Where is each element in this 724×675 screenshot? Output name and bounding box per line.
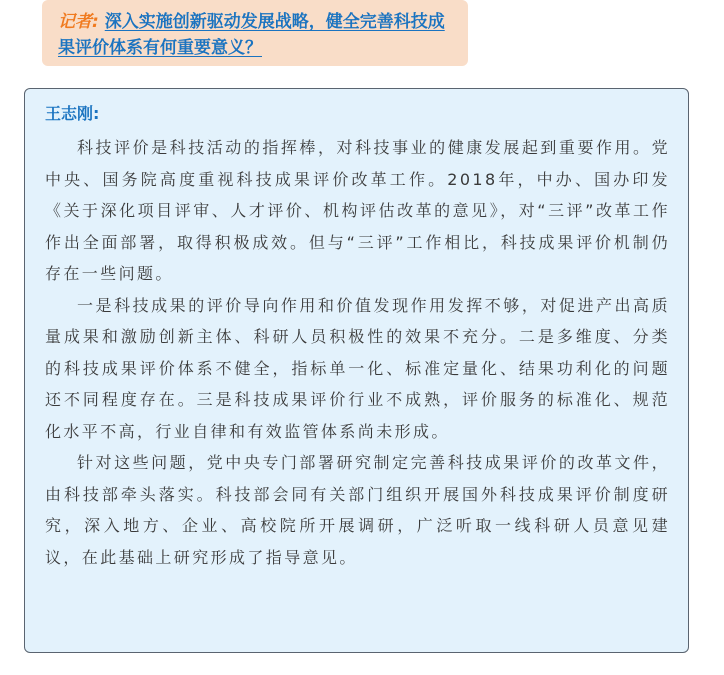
- answer-paragraph-1: 科技评价是科技活动的指挥棒，对科技事业的健康发展起到重要作用。党中央、国务院高度重视科技成果评价改革工作。2018年，中办、国办印发《关于深化项目评审、人才评价、机构评估改革的意见》，对“三评”改革工作作出全面部署，取得积极成效。但与“三评”工作相比，科技成果评价机制仍存在一些问题。: [45, 138, 670, 283]
- reporter-question-box: [42, 0, 468, 66]
- answer-paragraph-2: 一是科技成果的评价导向作用和价值发现作用发挥不够，对促进产出高质量成果和激励创新主体、科研人员积极性的效果不充分。二是多维度、分类的科技成果评价体系不健全，指标单一化、标准定量化、结果功利化的问题还不同程度存在。三是科技成果评价行业不成熟，评价服务的标准化、规范化水平不高，行业自律和有效监管体系尚未形成。: [45, 295, 670, 441]
- question-text: 深入实施创新驱动发展战略，健全完善科技成果评价体系有何重要意义？: [58, 12, 445, 58]
- answer-box: [24, 88, 689, 653]
- speaker-name: 王志刚:: [45, 104, 100, 123]
- answer-paragraph-3: 针对这些问题，党中央专门部署研究制定完善科技成果评价的改革文件，由科技部牵头落实。科技部会同有关部门组织开展国外科技成果评价制度研究，深入地方、企业、高校院所开展调研，广泛听取一线科研人员意见建议，在此基础上研究形成了指导意见。: [45, 453, 670, 567]
- reporter-label: 记者:: [58, 12, 99, 32]
